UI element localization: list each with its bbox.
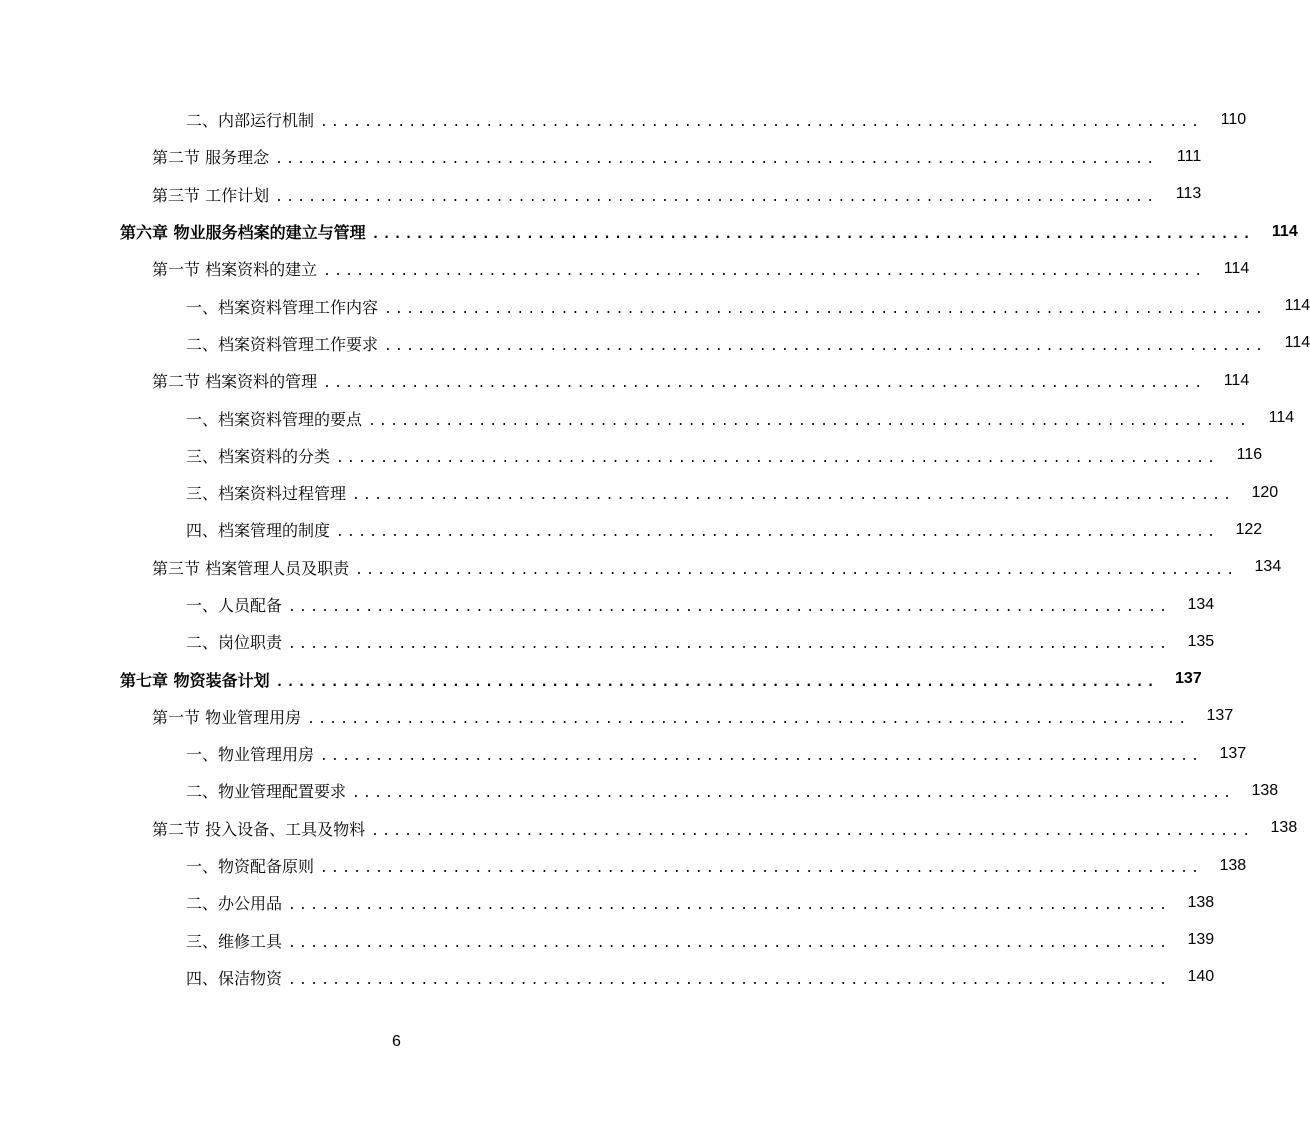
toc-entry-page-number: 134 — [1254, 558, 1282, 576]
toc-entry-section[interactable] — [0, 698, 1234, 735]
toc-entry-page-number: 140 — [1187, 968, 1215, 986]
toc-entry-page-number: 114 — [1223, 371, 1250, 389]
toc-entry-page-number: 111 — [1176, 147, 1202, 165]
dot-leader: ................................................................................ — [307, 711, 1190, 727]
toc-entry-section[interactable] — [0, 138, 1202, 175]
toc-entry-title: 二、岗位职责 — [186, 633, 283, 653]
dot-leader: ................................................................................ — [336, 525, 1219, 541]
dot-leader: ................................................................................ — [384, 338, 1267, 354]
toc-entry-item[interactable] — [0, 101, 1247, 138]
toc-entry-page-number: 114 — [1284, 334, 1310, 352]
table-of-contents — [0, 101, 1310, 996]
toc-entry-page-number: 114 — [1268, 409, 1295, 427]
toc-entry-title: 第七章 物资装备计划 — [120, 670, 270, 690]
toc-entry-title: 二、档案资料管理工作要求 — [186, 334, 379, 354]
dot-leader: ................................................................................ — [384, 301, 1267, 317]
toc-entry-page-number: 138 — [1187, 893, 1215, 911]
toc-entry-page-number: 139 — [1187, 931, 1215, 949]
toc-entry-item[interactable] — [0, 922, 1215, 959]
toc-entry-title: 一、档案资料管理工作内容 — [186, 297, 379, 317]
toc-entry-title: 四、档案管理的制度 — [186, 521, 331, 541]
dot-leader: ................................................................................ — [288, 637, 1171, 653]
toc-entry-page-number: 138 — [1270, 819, 1298, 837]
toc-entry-section[interactable] — [0, 810, 1298, 847]
toc-entry-title: 三、维修工具 — [186, 931, 283, 951]
dot-leader: ................................................................................ — [288, 935, 1171, 951]
dot-leader: ................................................................................ — [275, 674, 1158, 690]
dot-leader: ................................................................................ — [288, 600, 1171, 615]
dot-leader: ................................................................................ — [352, 488, 1235, 504]
toc-entry-page-number: 114 — [1223, 259, 1250, 277]
dot-leader: ................................................................................ — [275, 152, 1158, 168]
toc-entry-title: 第三节 档案管理人员及职责 — [152, 558, 350, 578]
toc-entry-title: 第三节 工作计划 — [152, 185, 270, 205]
toc-entry-item[interactable] — [0, 847, 1247, 884]
toc-entry-title: 一、档案资料管理的要点 — [186, 409, 363, 429]
toc-entry-page-number: 138 — [1219, 856, 1247, 874]
page-number: 6 — [392, 1033, 401, 1050]
toc-entry-title: 第二节 服务理念 — [152, 148, 270, 168]
toc-entry-section[interactable] — [0, 176, 1202, 213]
toc-entry-chapter[interactable] — [0, 213, 1298, 250]
toc-entry-page-number: 137 — [1175, 670, 1202, 688]
toc-entry-page-number: 135 — [1187, 632, 1215, 650]
toc-entry-page-number: 113 — [1175, 185, 1202, 203]
dot-leader: ................................................................................ — [320, 115, 1203, 131]
toc-entry-item[interactable] — [0, 959, 1215, 996]
dot-leader: ................................................................................ — [368, 413, 1251, 429]
toc-entry-item[interactable] — [0, 474, 1279, 511]
toc-entry-page-number: 114 — [1284, 297, 1310, 315]
toc-entry-page-number: 137 — [1206, 707, 1234, 725]
toc-entry-title: 一、物资配备原则 — [186, 857, 315, 877]
toc-entry-title: 二、内部运行机制 — [186, 111, 315, 131]
toc-entry-page-number: 110 — [1220, 110, 1247, 128]
dot-leader: ................................................................................ — [275, 189, 1158, 205]
dot-leader: ................................................................................ — [352, 786, 1235, 802]
toc-entry-title: 二、办公用品 — [186, 894, 283, 914]
toc-entry-item[interactable] — [0, 772, 1279, 809]
toc-entry-item[interactable] — [0, 437, 1263, 474]
dot-leader: ................................................................................ — [355, 562, 1238, 578]
toc-entry-item[interactable] — [0, 586, 1215, 623]
toc-entry-item[interactable] — [0, 325, 1310, 362]
toc-entry-title: 第二节 投入设备、工具及物料 — [152, 819, 366, 839]
toc-entry-page-number: 120 — [1251, 483, 1279, 501]
toc-entry-section[interactable] — [0, 362, 1250, 399]
toc-entry-section[interactable] — [0, 549, 1282, 586]
dot-leader: ................................................................................ — [336, 450, 1219, 466]
dot-leader: ................................................................................ — [288, 972, 1171, 988]
toc-entry-title: 第二节 档案资料的管理 — [152, 372, 318, 392]
toc-entry-chapter[interactable] — [0, 660, 1202, 697]
toc-entry-item[interactable] — [0, 287, 1310, 324]
toc-entry-section[interactable] — [0, 250, 1250, 287]
toc-entry-title: 第一节 档案资料的建立 — [152, 260, 318, 280]
dot-leader: ................................................................................ — [323, 264, 1206, 280]
toc-entry-title: 第一节 物业管理用房 — [152, 707, 302, 727]
toc-entry-item[interactable] — [0, 623, 1215, 660]
dot-leader: ................................................................................ — [371, 823, 1254, 839]
toc-entry-title: 一、人员配备 — [186, 596, 283, 615]
toc-entry-item[interactable] — [0, 399, 1295, 436]
dot-leader: ................................................................................ — [323, 376, 1206, 392]
toc-entry-title: 第六章 物业服务档案的建立与管理 — [120, 223, 366, 243]
toc-entry-page-number: 134 — [1187, 595, 1215, 613]
toc-entry-title: 一、物业管理用房 — [186, 745, 315, 765]
dot-leader: ................................................................................ — [371, 227, 1254, 243]
toc-entry-title: 二、物业管理配置要求 — [186, 782, 347, 802]
dot-leader: ................................................................................ — [288, 898, 1171, 914]
toc-entry-page-number: 114 — [1271, 222, 1298, 240]
toc-entry-page-number: 122 — [1235, 520, 1263, 538]
toc-entry-page-number: 138 — [1251, 781, 1279, 799]
toc-entry-title: 四、保洁物资 — [186, 968, 283, 988]
toc-entry-page-number: 137 — [1219, 744, 1247, 762]
dot-leader: ................................................................................ — [320, 861, 1203, 877]
toc-entry-title: 三、档案资料过程管理 — [186, 484, 347, 504]
dot-leader: ................................................................................ — [320, 749, 1203, 765]
toc-entry-item[interactable] — [0, 884, 1215, 921]
toc-entry-title: 三、档案资料的分类 — [186, 446, 331, 466]
toc-entry-item[interactable] — [0, 735, 1247, 772]
toc-entry-item[interactable] — [0, 511, 1263, 548]
toc-entry-page-number: 116 — [1236, 446, 1263, 464]
